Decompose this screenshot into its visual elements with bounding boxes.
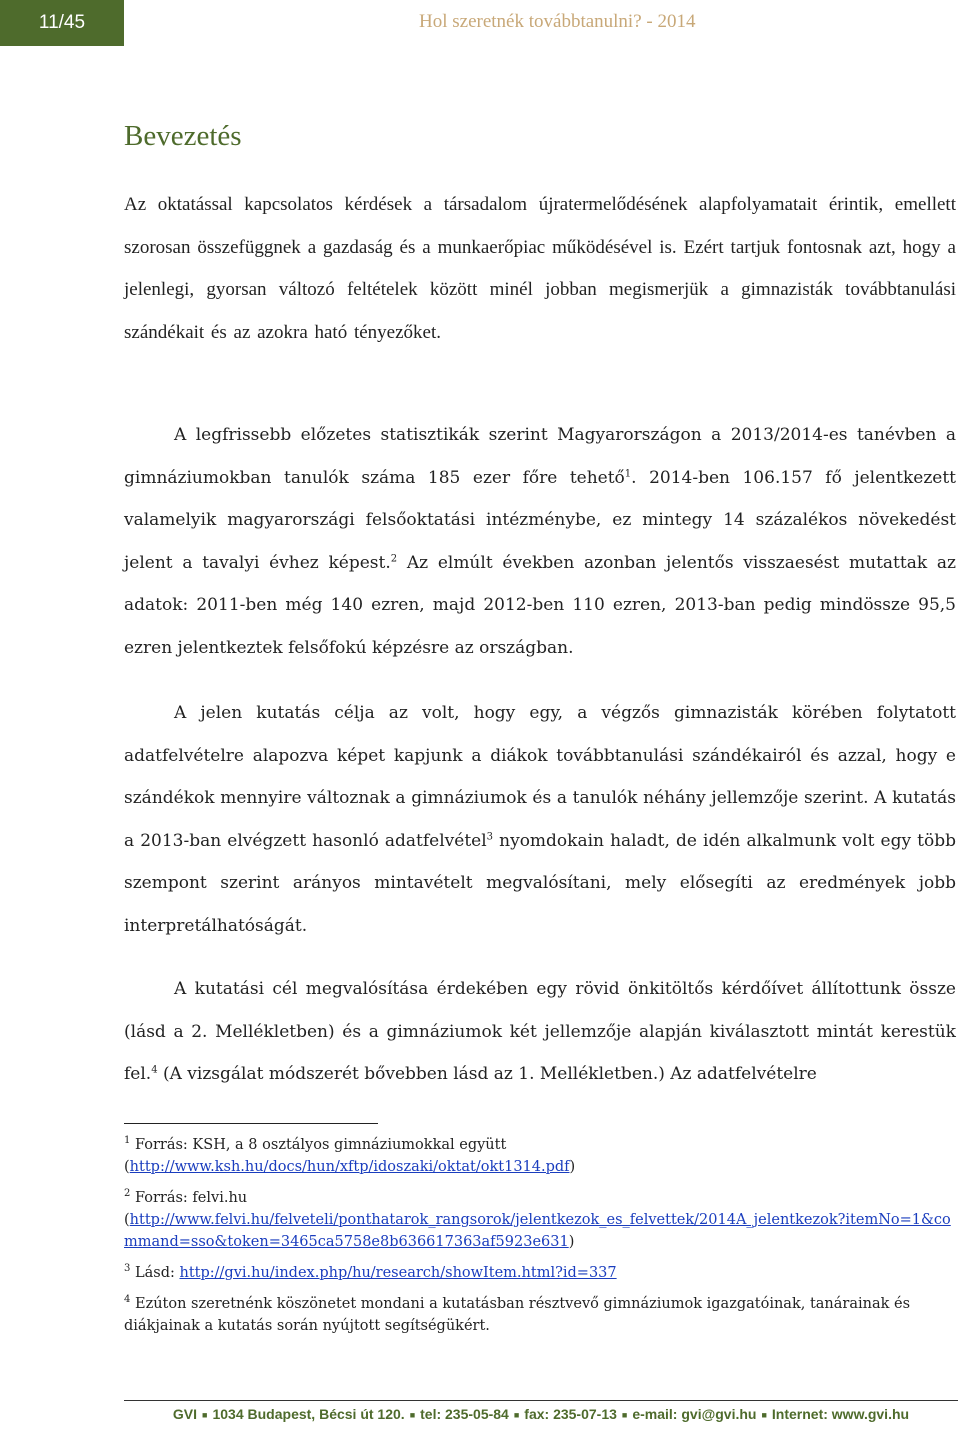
- footnote-paren-close: ): [569, 1159, 576, 1175]
- footnote-divider: [124, 1123, 378, 1124]
- footnote-4: [124, 1293, 958, 1337]
- footer-email: e-mail: gvi@gvi.hu: [632, 1406, 757, 1422]
- footnote-ref-4[interactable]: 4: [151, 1064, 158, 1076]
- footer-separator-icon: ■: [513, 1410, 520, 1421]
- paragraph-text: nyomdokain haladt, de idén alkalmunk volt egy több szempont szerint arányos mintavételt megvalósítani, mely elősegíti az eredmények jobb interpretálhatóságát.: [124, 830, 956, 936]
- footer-org: GVI: [172, 1406, 198, 1422]
- paragraph-intro: Az oktatással kapcsolatos kérdések a társadalom újratermelődésének alapfolyamatait érintik, emellett szorosan összefüggnek a gazdaság és a munkaerőpiac működésével is. Ezért tartjuk fontosnak azt, hogy a jelenlegi, gyorsan változó feltételek között minél jobban megismerjük a gimnazisták továbbtanulási szándékait és az azokra ható tényezőket.: [124, 194, 956, 343]
- paragraph-text: (A vizsgálat módszerét bővebben lásd az 1. Mellékletben.) Az adatfelvételre: [157, 1064, 817, 1085]
- footer-separator-icon: ■: [621, 1410, 628, 1421]
- footnote-ref-1[interactable]: 1: [624, 467, 632, 479]
- paragraph-text: . 2014-ben 106.157 fő jelentkezett valamelyik magyarországi felsőoktatási intézménybe, ez mintegy 14 százalékos növekedést jelent a tavalyi évhez képest.: [124, 467, 956, 573]
- footnotes: [124, 1134, 958, 1346]
- page-header: [0, 0, 960, 46]
- footnote-text: Ezúton szeretnénk köszönetet mondani a kutatásban résztvevő gimnáziumok igazgatóinak, tanárainak és diákjainak a kutatás során nyújtott segítségükért.: [124, 1296, 911, 1334]
- footnote-number: 2: [124, 1188, 131, 1200]
- footnote-number: 4: [124, 1294, 131, 1306]
- paragraph-text: A jelen kutatás célja az volt, hogy egy, a végzős gimnazisták körében folytatott adatfelvételre alapozva képet kapjunk a diákok továbbtanulási szándékairól és azzal, hogy e szándékok mennyire változnak a gimnáziumok és a tanulók néhány jellemzője szerint. A kutatás a 2013-ban elvégzett hasonló adatfelvétel: [124, 703, 956, 851]
- footer-divider: [124, 1400, 958, 1401]
- page-number: 11/45: [0, 0, 124, 46]
- footnote-2: [124, 1187, 958, 1253]
- footnote-text: Forrás: felvi.hu: [130, 1190, 248, 1206]
- footnote-text: Forrás: KSH, a 8 osztályos gimnáziumokkal együtt: [130, 1137, 507, 1153]
- footnote-1: [124, 1134, 958, 1178]
- document-title: Hol szeretnék továbbtanulni? - 2014: [419, 11, 696, 32]
- page-footer: [124, 1406, 958, 1422]
- paragraph-text: A legfrissebb előzetes statisztikák szerint Magyarországon a 2013/2014-es tanévben a gimnáziumokban tanulók száma 185 ezer főre tehető: [124, 425, 956, 488]
- footer-fax: fax: 235-07-13: [524, 1406, 617, 1422]
- paragraph-text: A kutatási cél megvalósítása érdekében egy rövid önkitöltős kérdőívet állítottunk össze (lásd a 2. Mellékletben) és a gimnáziumok két jellemzője alapján kiválasztott mintát kerestük fel.: [124, 979, 956, 1085]
- footer-address: 1034 Budapest, Bécsi út 120.: [212, 1406, 405, 1422]
- paragraph-text: Az elmúlt években azonban jelentős visszaesést mutattak az adatok: 2011-ben még 140 ezren, majd 2012-ben 110 ezren, 2013-ban pedig mindössze 95,5 ezren jelentkeztek felsőfokú képzésre az országban.: [124, 552, 956, 658]
- footer-tel: tel: 235-05-84: [420, 1406, 509, 1422]
- footer-separator-icon: ■: [409, 1410, 416, 1421]
- footnote-link[interactable]: http://www.felvi.hu/felveteli/ponthatarok_rangsorok/jelentkezok_es_felvettek/2014A_jelentkezok?itemNo=1&command=sso&token=3465ca5758e8b636617363af5923e631: [124, 1212, 951, 1250]
- footnote-ref-2[interactable]: 2: [390, 553, 398, 565]
- footnote-number: 1: [124, 1135, 131, 1147]
- section-heading: Bevezetés: [124, 120, 242, 152]
- footer-separator-icon: ■: [202, 1410, 208, 1421]
- footnote-paren-close: ): [568, 1234, 575, 1250]
- footnote-text: Lásd:: [130, 1265, 180, 1281]
- footnote-link[interactable]: http://gvi.hu/index.php/hu/research/showItem.html?id=337: [179, 1265, 617, 1281]
- footnote-link[interactable]: http://www.ksh.hu/docs/hun/xftp/idoszaki/oktat/okt1314.pdf: [129, 1159, 570, 1175]
- footnote-3: [124, 1262, 958, 1284]
- footer-separator-icon: ■: [761, 1410, 767, 1421]
- footnote-paren-open: (: [124, 1159, 130, 1175]
- footnote-ref-3[interactable]: 3: [486, 831, 494, 843]
- paragraph-method: [124, 968, 956, 1096]
- paragraph-research-goal: [124, 692, 956, 948]
- footer-internet: Internet: www.gvi.hu: [771, 1406, 910, 1422]
- paragraph-statistics: [124, 414, 956, 670]
- footnote-paren-open: (: [124, 1212, 130, 1228]
- footnote-number: 3: [124, 1263, 131, 1275]
